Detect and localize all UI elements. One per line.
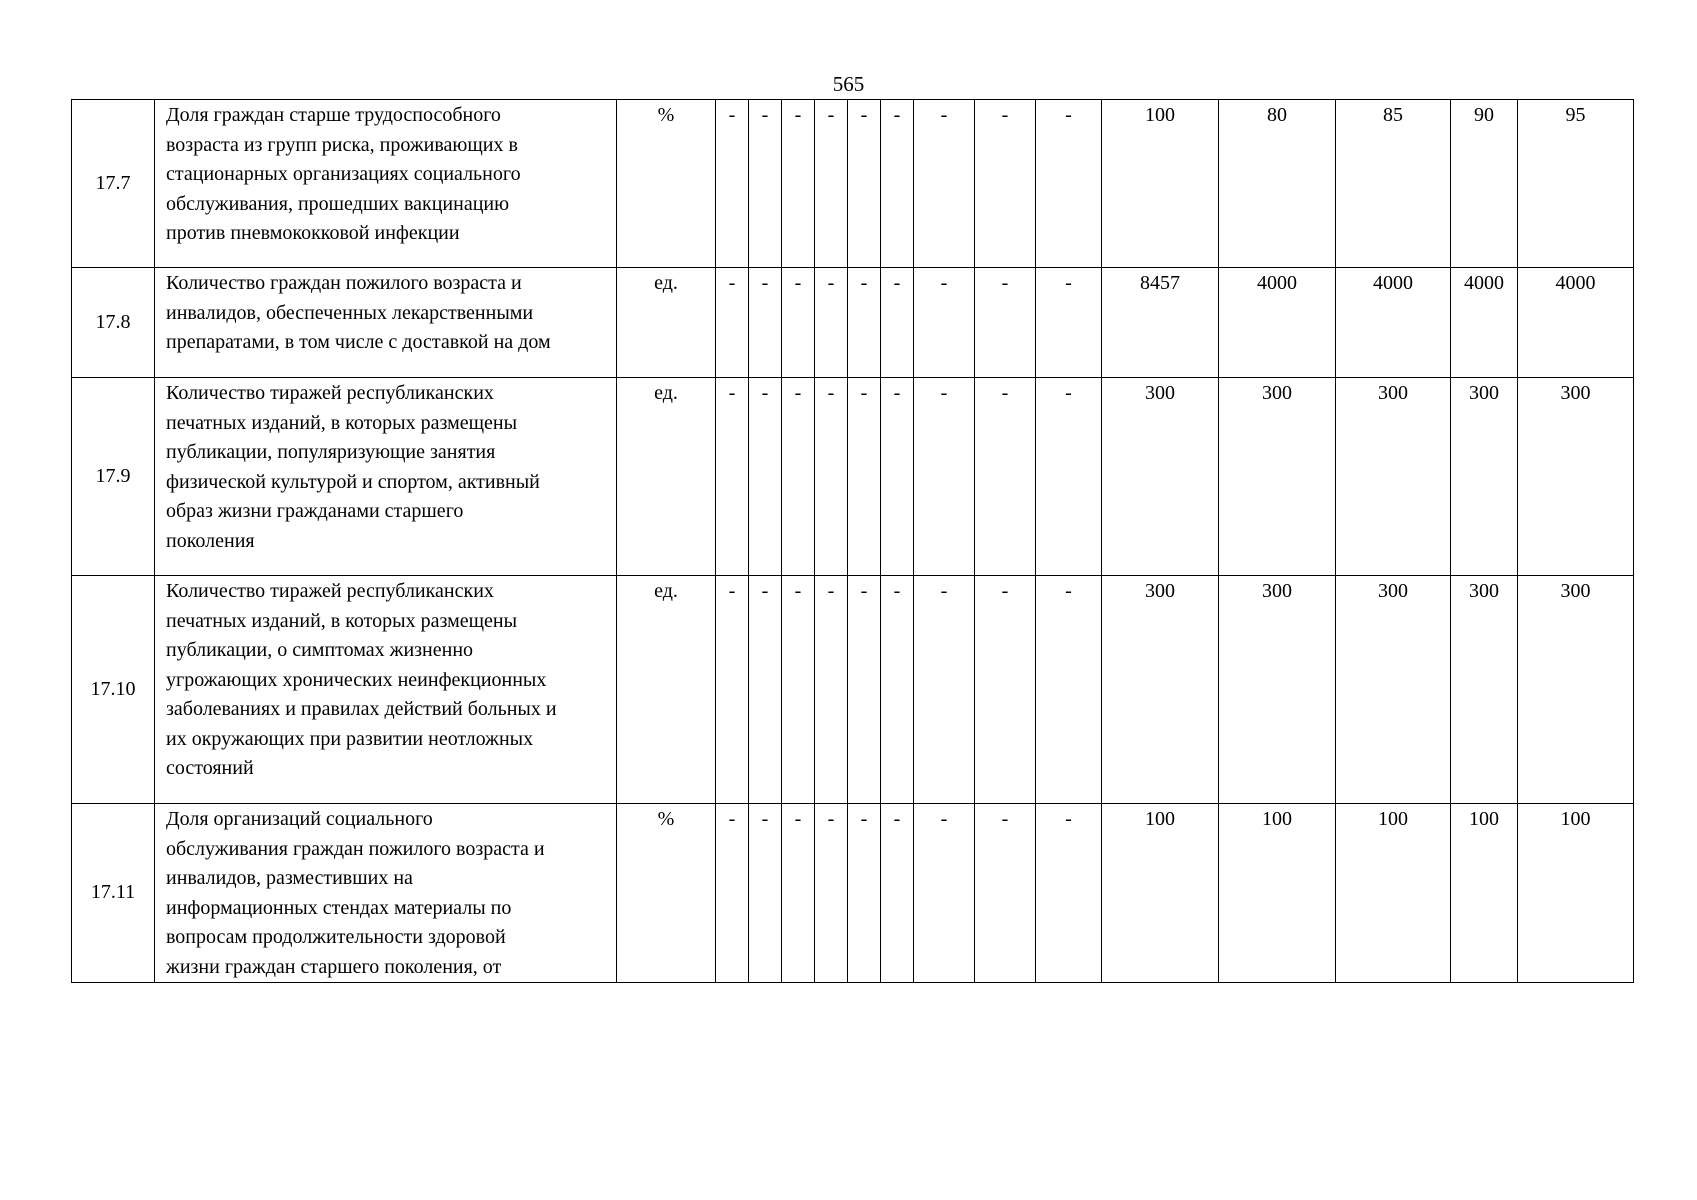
description-line: обслуживания граждан пожилого возраста и <box>166 837 545 860</box>
value-cell: 100 <box>1219 804 1336 983</box>
unit-cell: ед. <box>617 576 716 804</box>
empty-value-cell: - <box>782 378 815 576</box>
description-line: Количество граждан пожилого возраста и <box>166 272 522 294</box>
table-row <box>72 378 1634 576</box>
empty-value-cell: - <box>815 378 848 576</box>
row-number: 17.9 <box>72 378 155 576</box>
value-cell: 8457 <box>1102 268 1219 378</box>
value-cell: 300 <box>1451 576 1518 804</box>
row-number: 17.11 <box>72 804 155 983</box>
description-line: Доля организаций социального <box>166 808 433 830</box>
empty-value-cell: - <box>716 804 749 983</box>
empty-value-cell: - <box>716 100 749 268</box>
page-number: 565 <box>832 72 865 96</box>
description-line: стационарных организациях социального <box>166 163 521 185</box>
empty-value-cell: - <box>1036 804 1102 983</box>
value-cell: 90 <box>1451 100 1518 268</box>
description-line: Количество тиражей республиканских <box>166 580 494 602</box>
empty-value-cell: - <box>782 268 815 378</box>
value-cell: 4000 <box>1336 268 1451 378</box>
empty-value-cell: - <box>1036 100 1102 268</box>
empty-value-cell: - <box>881 268 914 378</box>
description-line: физической культурой и спортом, активный <box>166 470 540 493</box>
description-line: образ жизни гражданами старшего <box>166 500 464 522</box>
empty-value-cell: - <box>749 100 782 268</box>
empty-value-cell: - <box>749 378 782 576</box>
indicator-description <box>155 268 617 378</box>
empty-value-cell: - <box>848 804 881 983</box>
empty-value-cell: - <box>716 268 749 378</box>
empty-value-cell: - <box>914 378 975 576</box>
row-number: 17.7 <box>72 100 155 268</box>
empty-value-cell: - <box>848 378 881 576</box>
unit-cell: ед. <box>617 268 716 378</box>
description-line: инвалидов, обеспеченных лекарственными <box>166 301 534 324</box>
row-number: 17.8 <box>72 268 155 378</box>
description-line: состояний <box>166 757 254 779</box>
value-cell: 100 <box>1102 100 1219 268</box>
table-row <box>72 100 1634 268</box>
value-cell: 100 <box>1102 804 1219 983</box>
description-line: инвалидов, разместивших на <box>166 867 413 889</box>
value-cell: 4000 <box>1518 268 1634 378</box>
empty-value-cell: - <box>975 576 1036 804</box>
empty-value-cell: - <box>975 378 1036 576</box>
empty-value-cell: - <box>782 100 815 268</box>
indicator-description <box>155 576 617 804</box>
empty-value-cell: - <box>716 576 749 804</box>
empty-value-cell: - <box>782 804 815 983</box>
empty-value-cell: - <box>815 804 848 983</box>
description-line: Доля граждан старше трудоспособного <box>166 104 501 126</box>
value-cell: 300 <box>1518 576 1634 804</box>
description-line: печатных изданий, в которых размещены <box>166 609 518 632</box>
row-number: 17.10 <box>72 576 155 804</box>
description-line: угрожающих хронических неинфекционных <box>166 668 547 691</box>
empty-value-cell: - <box>815 576 848 804</box>
description-line: вопросам продолжительности здоровой <box>166 926 506 948</box>
empty-value-cell: - <box>749 268 782 378</box>
unit-cell: ед. <box>617 378 716 576</box>
empty-value-cell: - <box>1036 378 1102 576</box>
unit-cell: % <box>617 804 716 983</box>
empty-value-cell: - <box>881 100 914 268</box>
description-line: Количество тиражей республиканских <box>166 382 494 404</box>
description-line: возраста из групп риска, проживающих в <box>166 133 518 156</box>
value-cell: 300 <box>1102 576 1219 804</box>
empty-value-cell: - <box>782 576 815 804</box>
indicator-description <box>155 100 617 268</box>
description-line: информационных стендах материалы по <box>166 896 512 919</box>
value-cell: 300 <box>1102 378 1219 576</box>
description-line: препаратами, в том числе с доставкой на дом <box>166 331 551 353</box>
value-cell: 300 <box>1451 378 1518 576</box>
empty-value-cell: - <box>881 378 914 576</box>
empty-value-cell: - <box>749 576 782 804</box>
empty-value-cell: - <box>914 268 975 378</box>
indicator-description <box>155 804 617 983</box>
value-cell: 100 <box>1451 804 1518 983</box>
empty-value-cell: - <box>848 576 881 804</box>
empty-value-cell: - <box>914 576 975 804</box>
value-cell: 100 <box>1518 804 1634 983</box>
description-line: поколения <box>166 529 255 552</box>
empty-value-cell: - <box>914 100 975 268</box>
empty-value-cell: - <box>975 804 1036 983</box>
value-cell: 300 <box>1219 576 1336 804</box>
description-line: обслуживания, прошедших вакцинацию <box>166 192 510 215</box>
description-line: публикации, о симптомах жизненно <box>166 639 474 661</box>
value-cell: 300 <box>1336 378 1451 576</box>
empty-value-cell: - <box>716 378 749 576</box>
empty-value-cell: - <box>815 268 848 378</box>
unit-cell: % <box>617 100 716 268</box>
value-cell: 95 <box>1518 100 1634 268</box>
value-cell: 4000 <box>1219 268 1336 378</box>
value-cell: 85 <box>1336 100 1451 268</box>
indicator-description <box>155 378 617 576</box>
description-line: печатных изданий, в которых размещены <box>166 411 518 434</box>
value-cell: 4000 <box>1451 268 1518 378</box>
empty-value-cell: - <box>975 268 1036 378</box>
indicator-table <box>71 99 1634 983</box>
value-cell: 300 <box>1336 576 1451 804</box>
description-line: жизни граждан старшего поколения, от <box>166 955 502 978</box>
empty-value-cell: - <box>749 804 782 983</box>
description-line: против пневмококковой инфекции <box>166 222 460 244</box>
empty-value-cell: - <box>1036 268 1102 378</box>
value-cell: 300 <box>1518 378 1634 576</box>
value-cell: 80 <box>1219 100 1336 268</box>
description-line: их окружающих при развитии неотложных <box>166 727 534 750</box>
table-row <box>72 268 1634 378</box>
table-row <box>72 804 1634 983</box>
value-cell: 100 <box>1336 804 1451 983</box>
empty-value-cell: - <box>815 100 848 268</box>
table-row <box>72 576 1634 804</box>
empty-value-cell: - <box>975 100 1036 268</box>
value-cell: 300 <box>1219 378 1336 576</box>
empty-value-cell: - <box>848 100 881 268</box>
empty-value-cell: - <box>881 804 914 983</box>
description-line: публикации, популяризующие занятия <box>166 441 496 463</box>
empty-value-cell: - <box>1036 576 1102 804</box>
empty-value-cell: - <box>914 804 975 983</box>
description-line: заболеваниях и правилах действий больных и <box>166 698 557 720</box>
empty-value-cell: - <box>848 268 881 378</box>
empty-value-cell: - <box>881 576 914 804</box>
